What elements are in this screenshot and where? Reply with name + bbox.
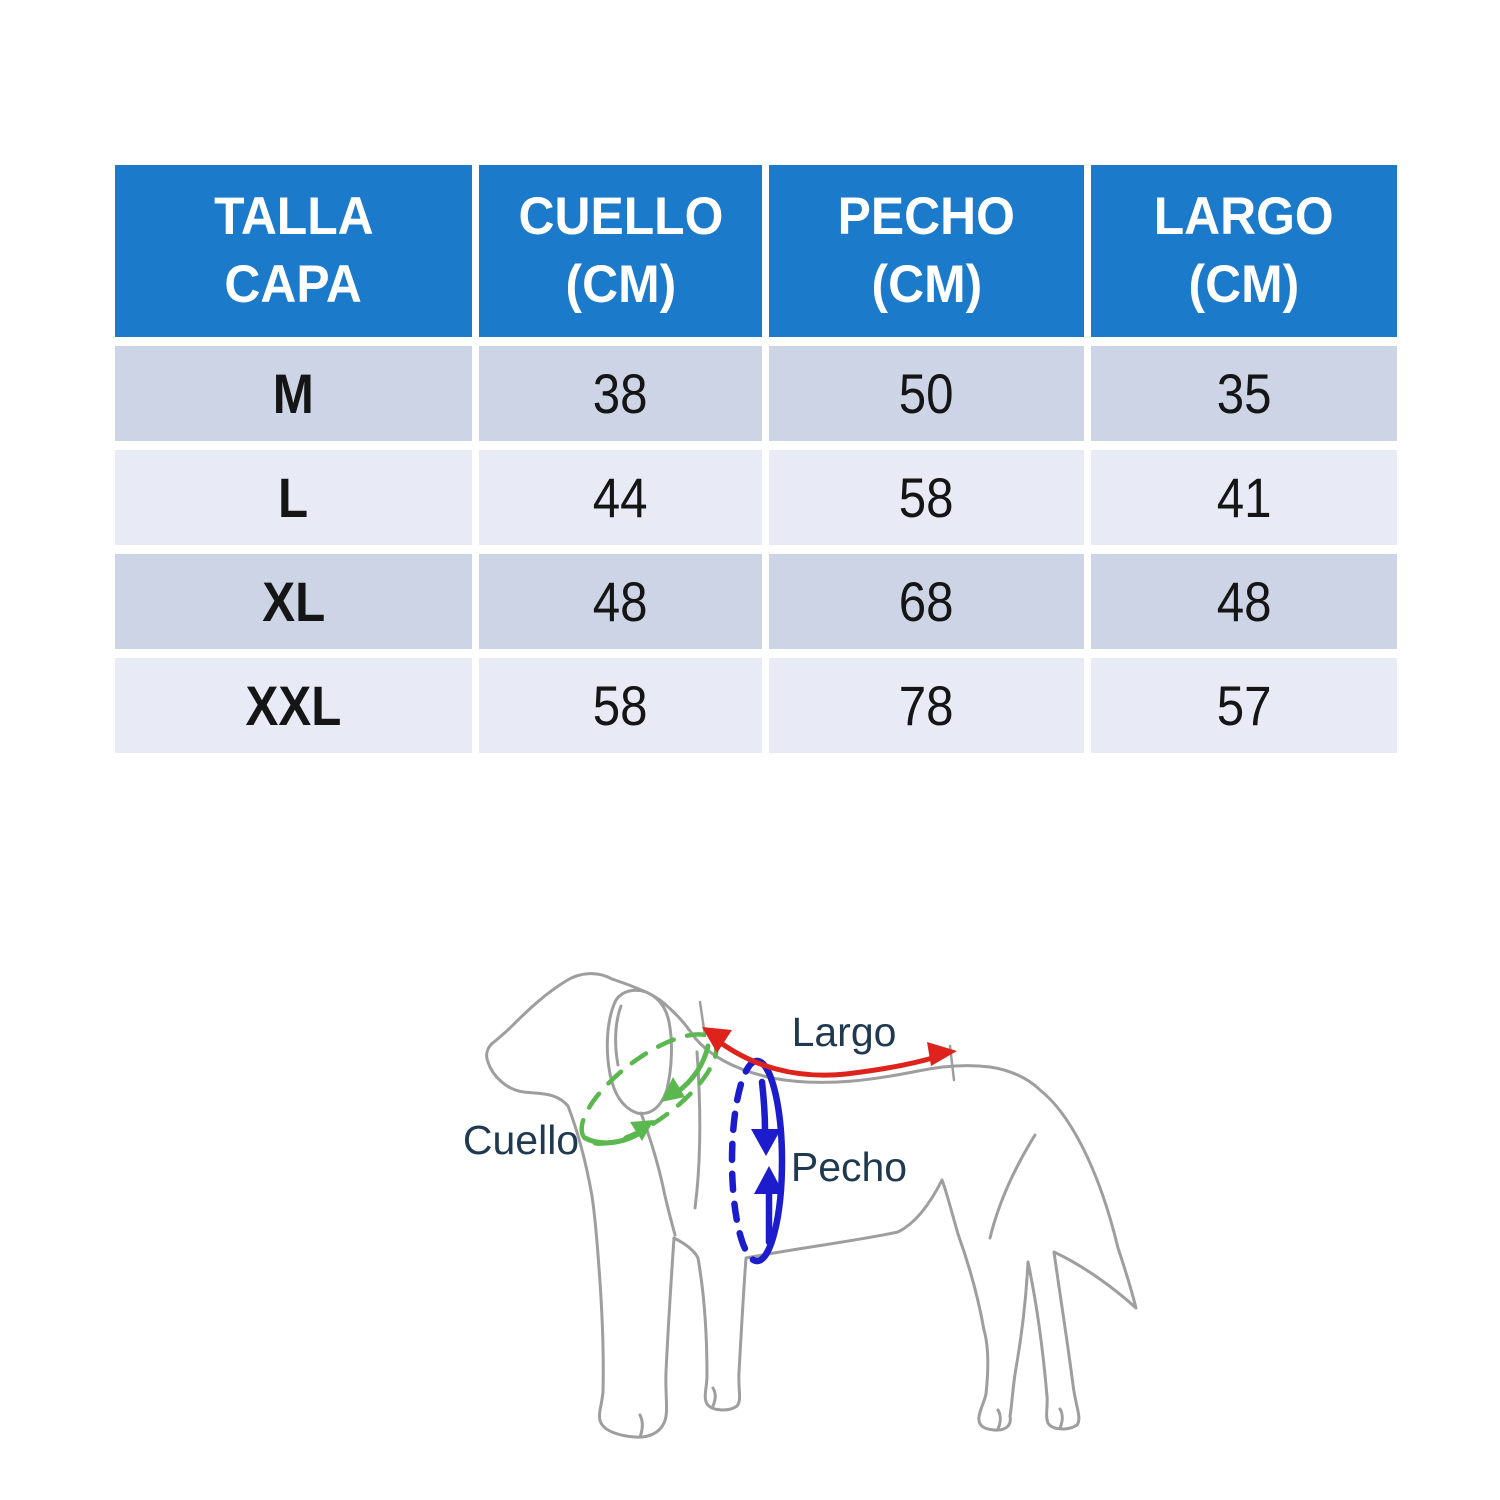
row-xl-pecho: 68 — [769, 554, 1084, 649]
header-largo-line1: LARGO — [1154, 187, 1334, 247]
largo-start-tick — [700, 1002, 705, 1036]
header-pecho-line1: PECHO — [837, 187, 1016, 247]
row-m-largo: 35 — [1091, 346, 1397, 441]
header-cuello-line2: (CM) — [565, 255, 676, 314]
header-cuello-line1: CUELLO — [518, 187, 723, 247]
row-l-cuello: 44 — [479, 450, 762, 545]
largo-label: Largo — [791, 1009, 897, 1055]
row-l-size: L — [115, 450, 472, 545]
header-talla-line2: CAPA — [224, 255, 363, 314]
row-xxl-largo: 57 — [1091, 658, 1397, 753]
header-talla-line1: TALLA — [213, 187, 374, 247]
header-largo-line2: (CM) — [1188, 255, 1300, 314]
row-xxl-cuello: 58 — [479, 658, 762, 753]
cuello-label: Cuello — [462, 1117, 580, 1163]
pecho-label: Pecho — [790, 1144, 908, 1190]
row-l-largo: 41 — [1091, 450, 1397, 545]
row-xl-cuello: 48 — [479, 554, 762, 649]
header-pecho-line2: (CM) — [871, 255, 982, 314]
row-l-pecho: 58 — [769, 450, 1084, 545]
row-m-size: M — [115, 346, 472, 441]
row-m-cuello: 38 — [479, 346, 762, 441]
row-xxl-pecho: 78 — [769, 658, 1084, 753]
row-xl-largo: 48 — [1091, 554, 1397, 649]
row-m-pecho: 50 — [769, 346, 1084, 441]
row-xxl-size: XXL — [115, 658, 472, 753]
row-xl-size: XL — [115, 554, 472, 649]
